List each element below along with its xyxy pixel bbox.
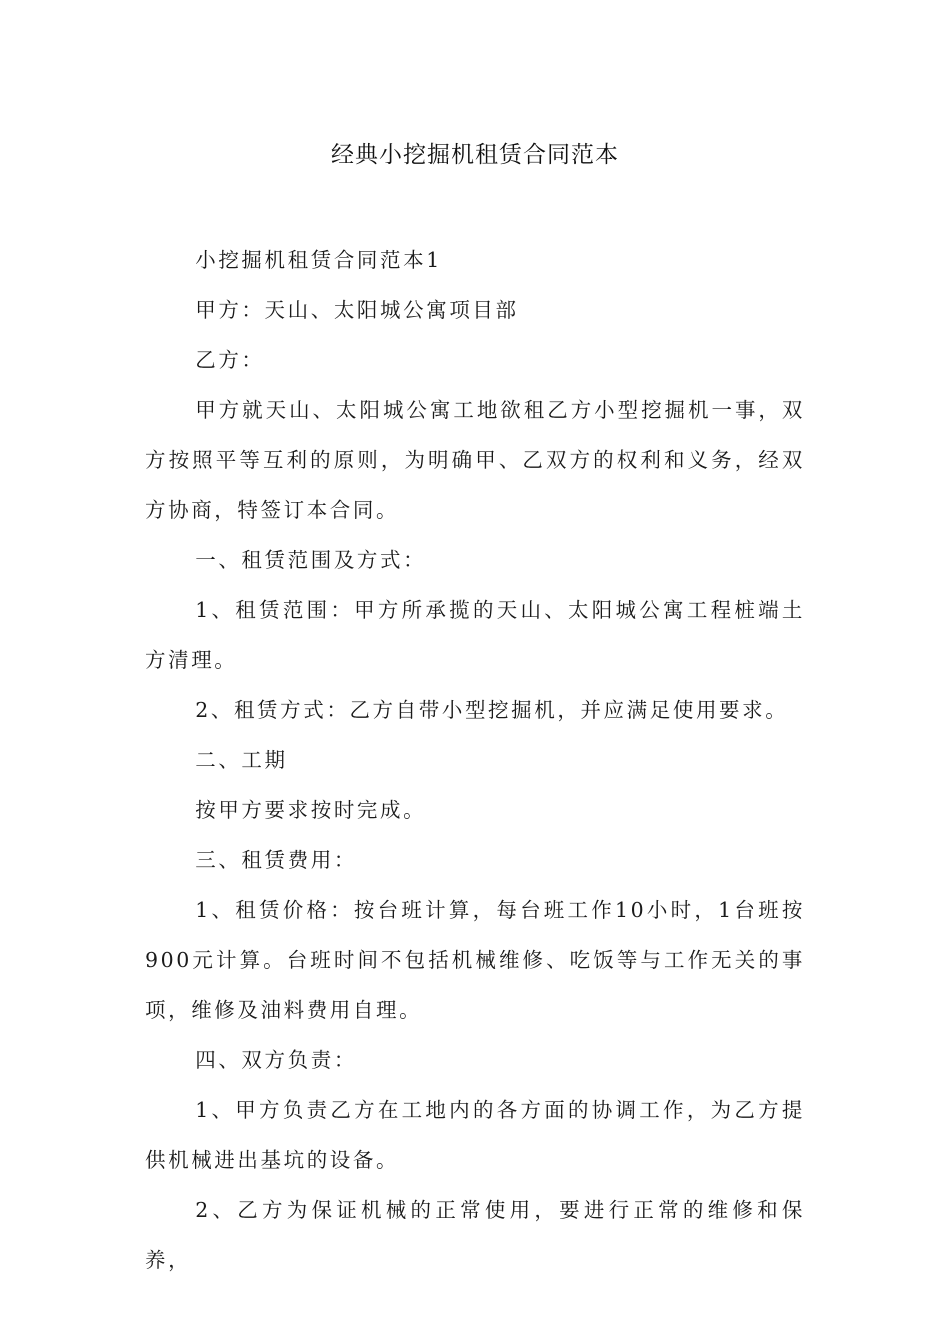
section-heading-scope: 一、租赁范围及方式： <box>195 548 427 572</box>
paragraph-party-b: 乙方： <box>195 348 265 372</box>
document-body <box>145 235 805 1285</box>
paragraph-party-b-duty: 2、乙方为保证机械的正常使用，要进行正常的维修和保养， <box>145 1198 805 1272</box>
paragraph-scope: 1、租赁范围：甲方所承揽的天山、太阳城公寓工程桩端土方清理。 <box>145 598 805 672</box>
paragraph-party-a-duty: 1、甲方负责乙方在工地内的各方面的协调工作，为乙方提供机械进出基坑的设备。 <box>145 1098 805 1172</box>
section-heading-schedule: 二、工期 <box>195 748 288 772</box>
paragraph-method: 2、租赁方式：乙方自带小型挖掘机，并应满足使用要求。 <box>195 698 789 722</box>
paragraph-preamble: 甲方就天山、太阳城公寓工地欲租乙方小型挖掘机一事，双方按照平等互利的原则，为明确甲、乙双方的权利和义务，经双方协商，特签订本合同。 <box>145 398 805 522</box>
paragraph-heading: 小挖掘机租赁合同范本1 <box>195 248 442 272</box>
section-heading-fees: 三、租赁费用： <box>195 848 357 872</box>
paragraph-party-a: 甲方：天山、太阳城公寓项目部 <box>195 298 519 322</box>
paragraph-schedule: 按甲方要求按时完成。 <box>195 798 427 822</box>
paragraph-price: 1、租赁价格：按台班计算，每台班工作10小时，1台班按900元计算。台班时间不包括机械维修、吃饭等与工作无关的事项，维修及油料费用自理。 <box>145 898 805 1022</box>
section-heading-responsibilities: 四、双方负责： <box>195 1048 357 1072</box>
document-title: 经典小挖掘机租赁合同范本 <box>331 142 619 168</box>
